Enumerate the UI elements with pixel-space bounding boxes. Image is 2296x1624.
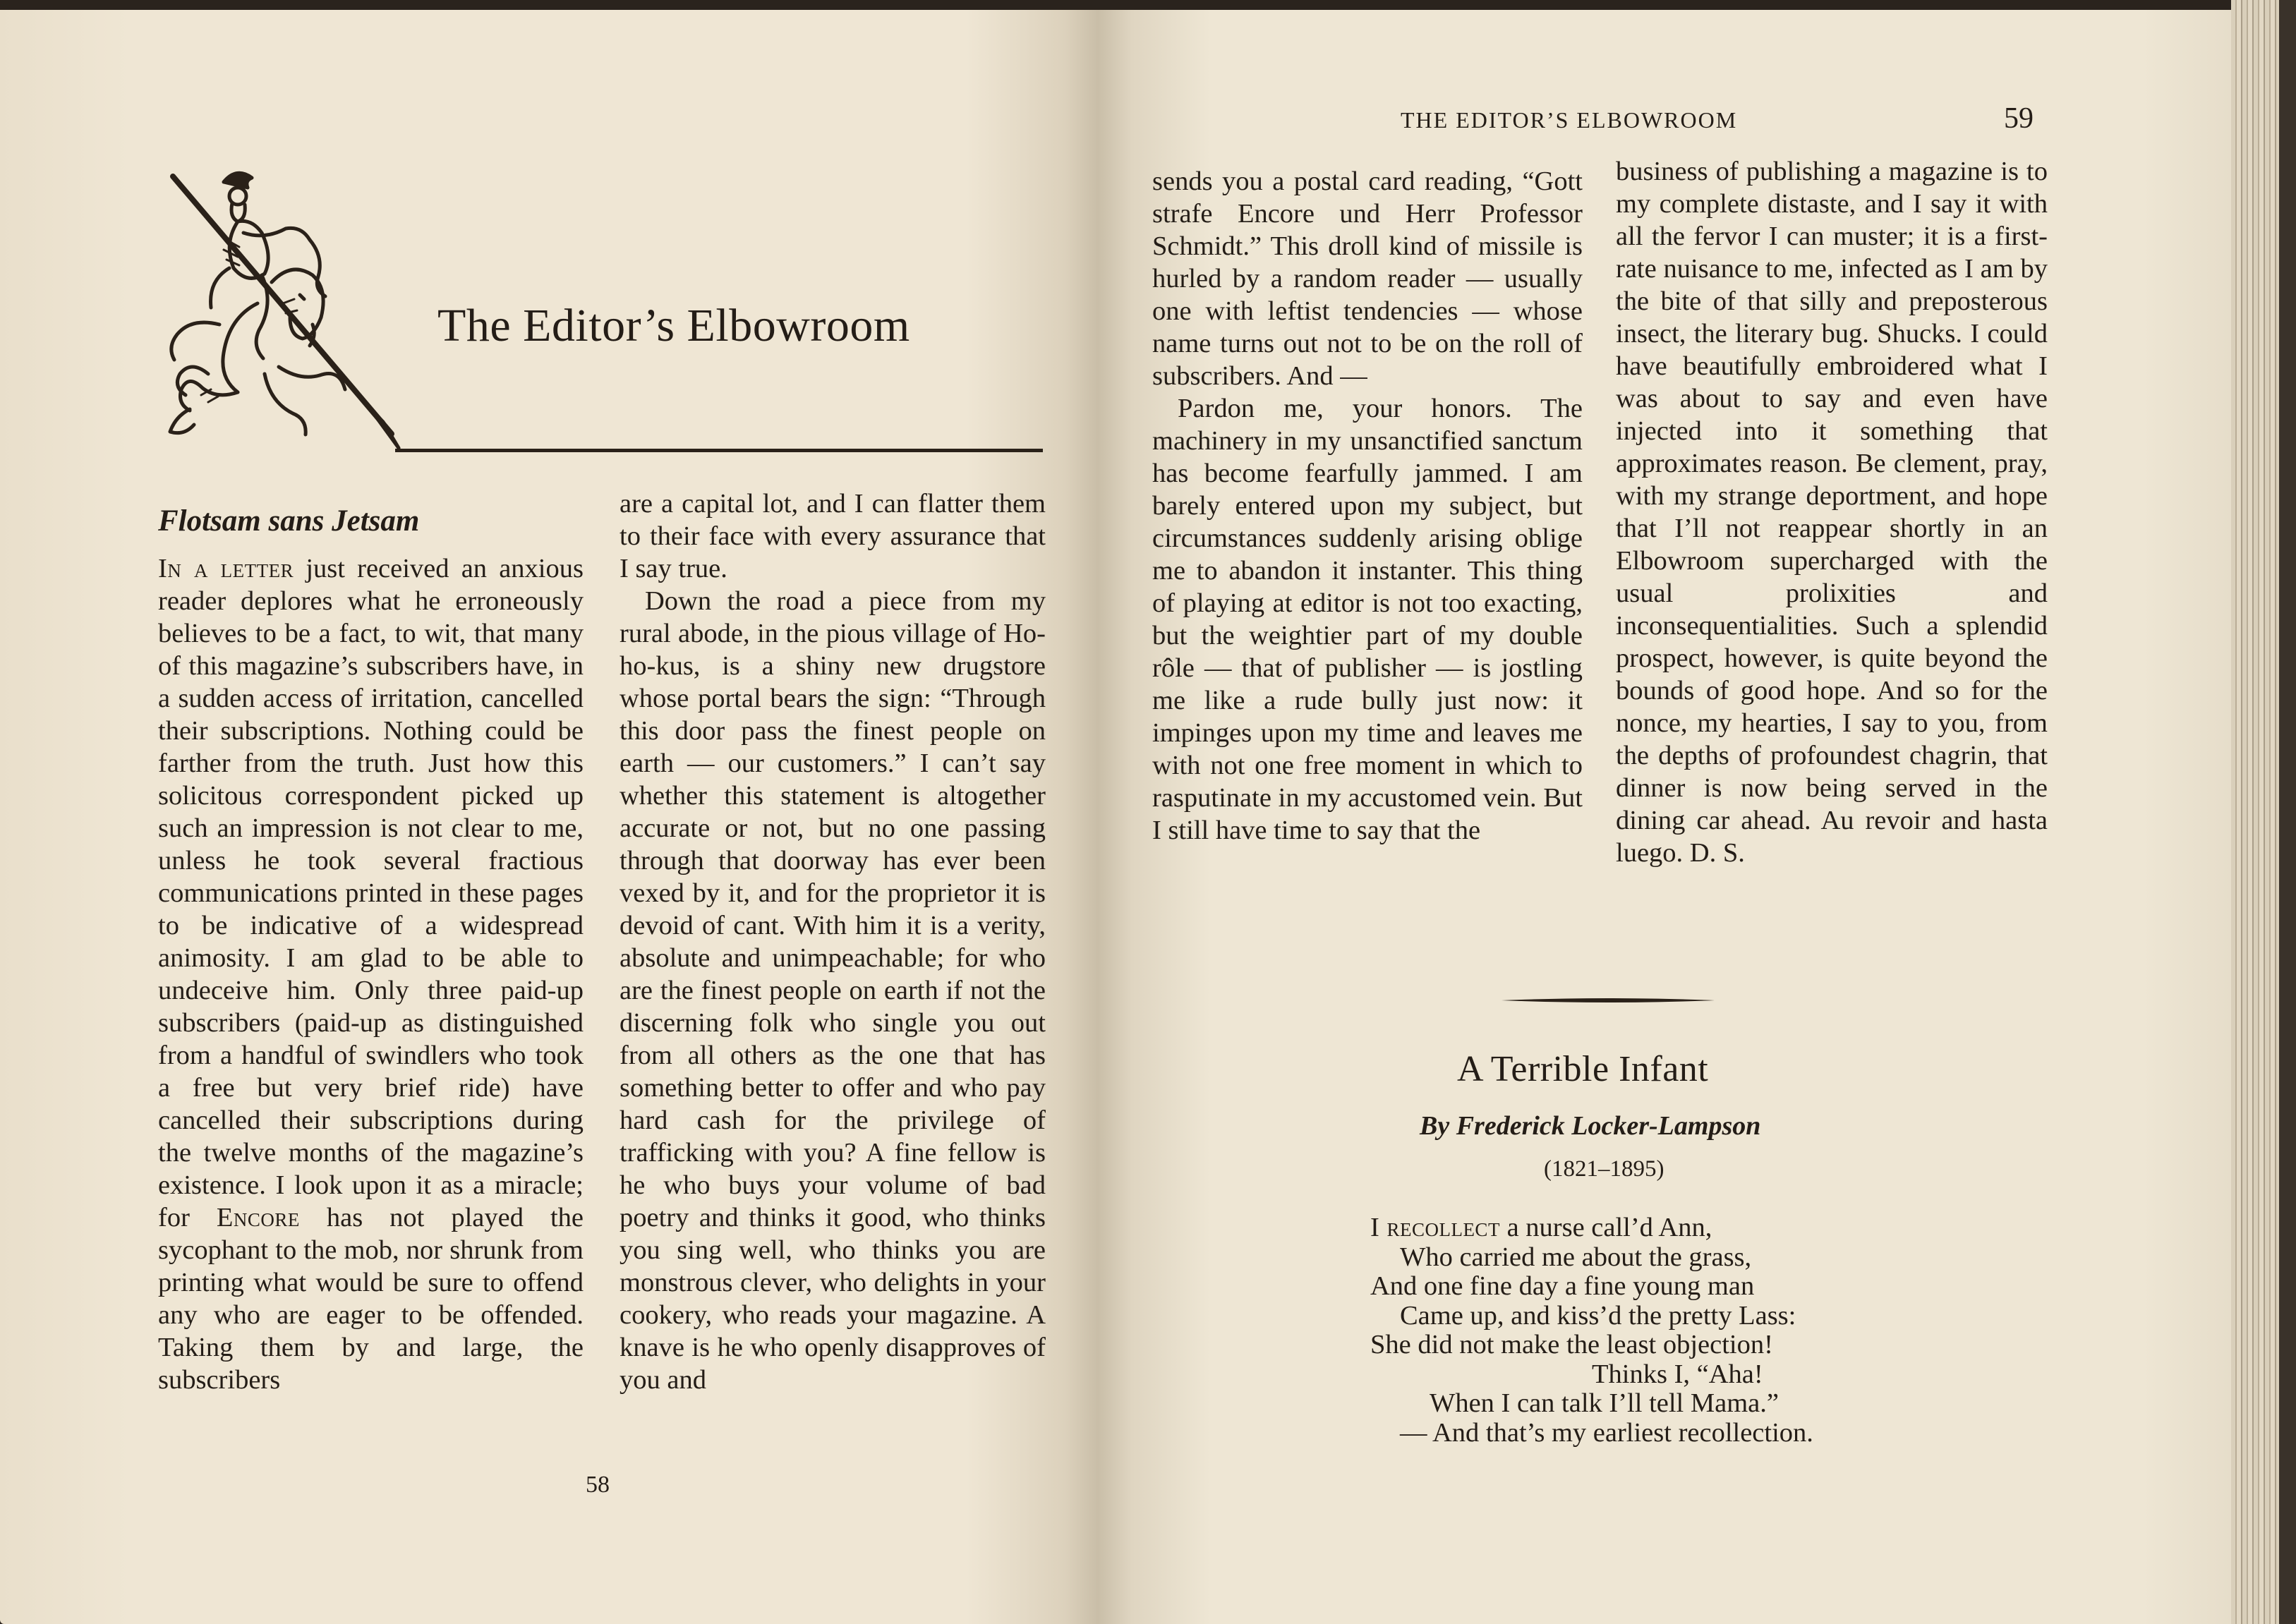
paragraph-text: just received an anxious reader deplores what he erroneously believes to be a fact, to wit, that many of this magazine’s subscribers have, in a sudden access of irritation, cancelled their subscriptions. Nothing could be farther from the truth. Just how this solicitous correspondent picked up such an impression is not clear to me, unless he took several fractious communications printed in these pages to be indicative of a widespread animosity. I am glad to be able to undeceive him. Only three paid-up subscribers (paid-up as distinguished from a handful of swindlers who took a free but very brief ride) have cancelled their subscriptions during the twelve months of the magazine’s existence. I look upon it as a miracle; for bbox=[158, 554, 584, 1232]
encore-smallcaps: Encore bbox=[216, 1203, 300, 1232]
poem-line: She did not make the least objection! bbox=[1370, 1330, 1773, 1359]
decorative-rule bbox=[1502, 998, 1715, 1003]
paragraph: sends you a postal card reading, “Gott strafe Encore und Herr Professor Schmidt.” This droll kind of missile is hurled by a random reader — usually one with leftist tendencies — whose name turns out not to be on the roll of subscribers. And — bbox=[1152, 166, 1583, 391]
left-column-1 bbox=[158, 552, 584, 1396]
page-number: 59 bbox=[2004, 102, 2034, 135]
paragraph-text-continued: has not played the sycophant to the mob, nor shrunk from printing what would be sure to offend any who are eager to be offended. Taking them by and large, the subscribers bbox=[158, 1203, 584, 1395]
poem-body bbox=[1370, 1213, 1935, 1448]
lead-smallcaps: In a letter bbox=[158, 554, 294, 583]
poem-dates: (1821–1895) bbox=[1544, 1156, 1664, 1182]
poem-line: — And that’s my earliest recollection. bbox=[1400, 1417, 1813, 1448]
poem-line: When I can talk I’ll tell Mama.” bbox=[1430, 1388, 1779, 1418]
title-underline-rule bbox=[395, 449, 1043, 452]
right-column-1 bbox=[1152, 165, 1583, 847]
poem-line: Thinks I, “Aha! bbox=[1592, 1359, 1763, 1389]
page-number: 58 bbox=[586, 1472, 610, 1498]
poem-line-text: a nurse call’d Ann, bbox=[1499, 1213, 1712, 1242]
paragraph: are a capital lot, and I can flatter them to their face with every assurance that I say true. bbox=[620, 489, 1046, 583]
don-quixote-pen-lance-illustration bbox=[159, 162, 402, 452]
left-page bbox=[0, 10, 1098, 1624]
poem-line: And one fine day a fine young man bbox=[1370, 1271, 1755, 1301]
section-heading: Flotsam sans Jetsam bbox=[158, 504, 420, 538]
paragraph: Pardon me, your honors. The machinery in my unsanctified sanctum has become fearfully jammed. I am barely entered upon my subject, but circumstances suddenly arising oblige me to abandon it instanter. This thing of playing at editor is not too exacting, but the weightier part of my double rôle — that of publisher — is jostling me like a rude bully just now: it impinges upon my time and leaves me with not one free moment in which to rasputinate in my accustomed vein. But I still have time to say that the bbox=[1152, 394, 1583, 845]
paragraph: Down the road a piece from my rural abode, in the pious village of Ho-ho-kus, is a shiny new drugstore whose portal bears the sign: “Through this door pass the finest people on earth — our customers.” I can’t say whether this statement is altogether accurate or not, but no one passing through that doorway has ever been vexed by it, and for the proprietor it is devoid of cant. With him it is a verity, absolute and unimpeachable; for who are the finest people on earth if not the discerning folk who single you out from all others as the one that has something better to offer and who pay hard cash for the privilege of trafficking with you? A fine fellow is he who buys your volume of bad poetry and thinks it good, who thinks you sing well, who thinks you are monstrous clever, who delights in your cookery, who reads your magazine. A knave is he who openly disapproves of you and bbox=[620, 586, 1046, 1395]
paragraph: business of publishing a magazine is to my complete distaste, and I say it with all the fervor I can muster; it is a first-rate nuisance to me, infected as I am by the bite of that silly and preposterous insect, the literary bug. Shucks. I could have beautifully embroidered what I was about to say and even have injected into it something that approximates reason. Be clement, pray, with my strange deportment, and hope that I’ll not reappear shortly in an Elbowroom supercharged with the usual prolixities and inconsequentialities. Such a splendid prospect, however, is quite beyond the bounds of good hope. And so for the nonce, my hearties, I say to you, from the depths of profoundest chagrin, that dinner is now being served in the dining car ahead. Au revoir and hasta luego. D. S. bbox=[1616, 157, 2048, 868]
poem-line: Who carried me about the grass, bbox=[1400, 1242, 1752, 1272]
poem-author: By Frederick Locker-Lampson bbox=[1420, 1111, 1761, 1141]
poem-line bbox=[1370, 1213, 1935, 1243]
page-edges bbox=[2231, 0, 2296, 1624]
poem-title: A Terrible Infant bbox=[1457, 1049, 1709, 1089]
poem-lead-smallcaps: I recollect bbox=[1370, 1213, 1500, 1242]
paragraph bbox=[158, 552, 584, 1396]
right-page bbox=[1098, 10, 2231, 1624]
left-column-2 bbox=[620, 487, 1046, 1396]
poem-line: Came up, and kiss’d the pretty Lass: bbox=[1400, 1300, 1796, 1331]
article-title: The Editor’s Elbowroom bbox=[437, 300, 910, 351]
running-head: THE EDITOR’S ELBOWROOM bbox=[1401, 107, 1738, 133]
right-column-2 bbox=[1616, 155, 2048, 869]
